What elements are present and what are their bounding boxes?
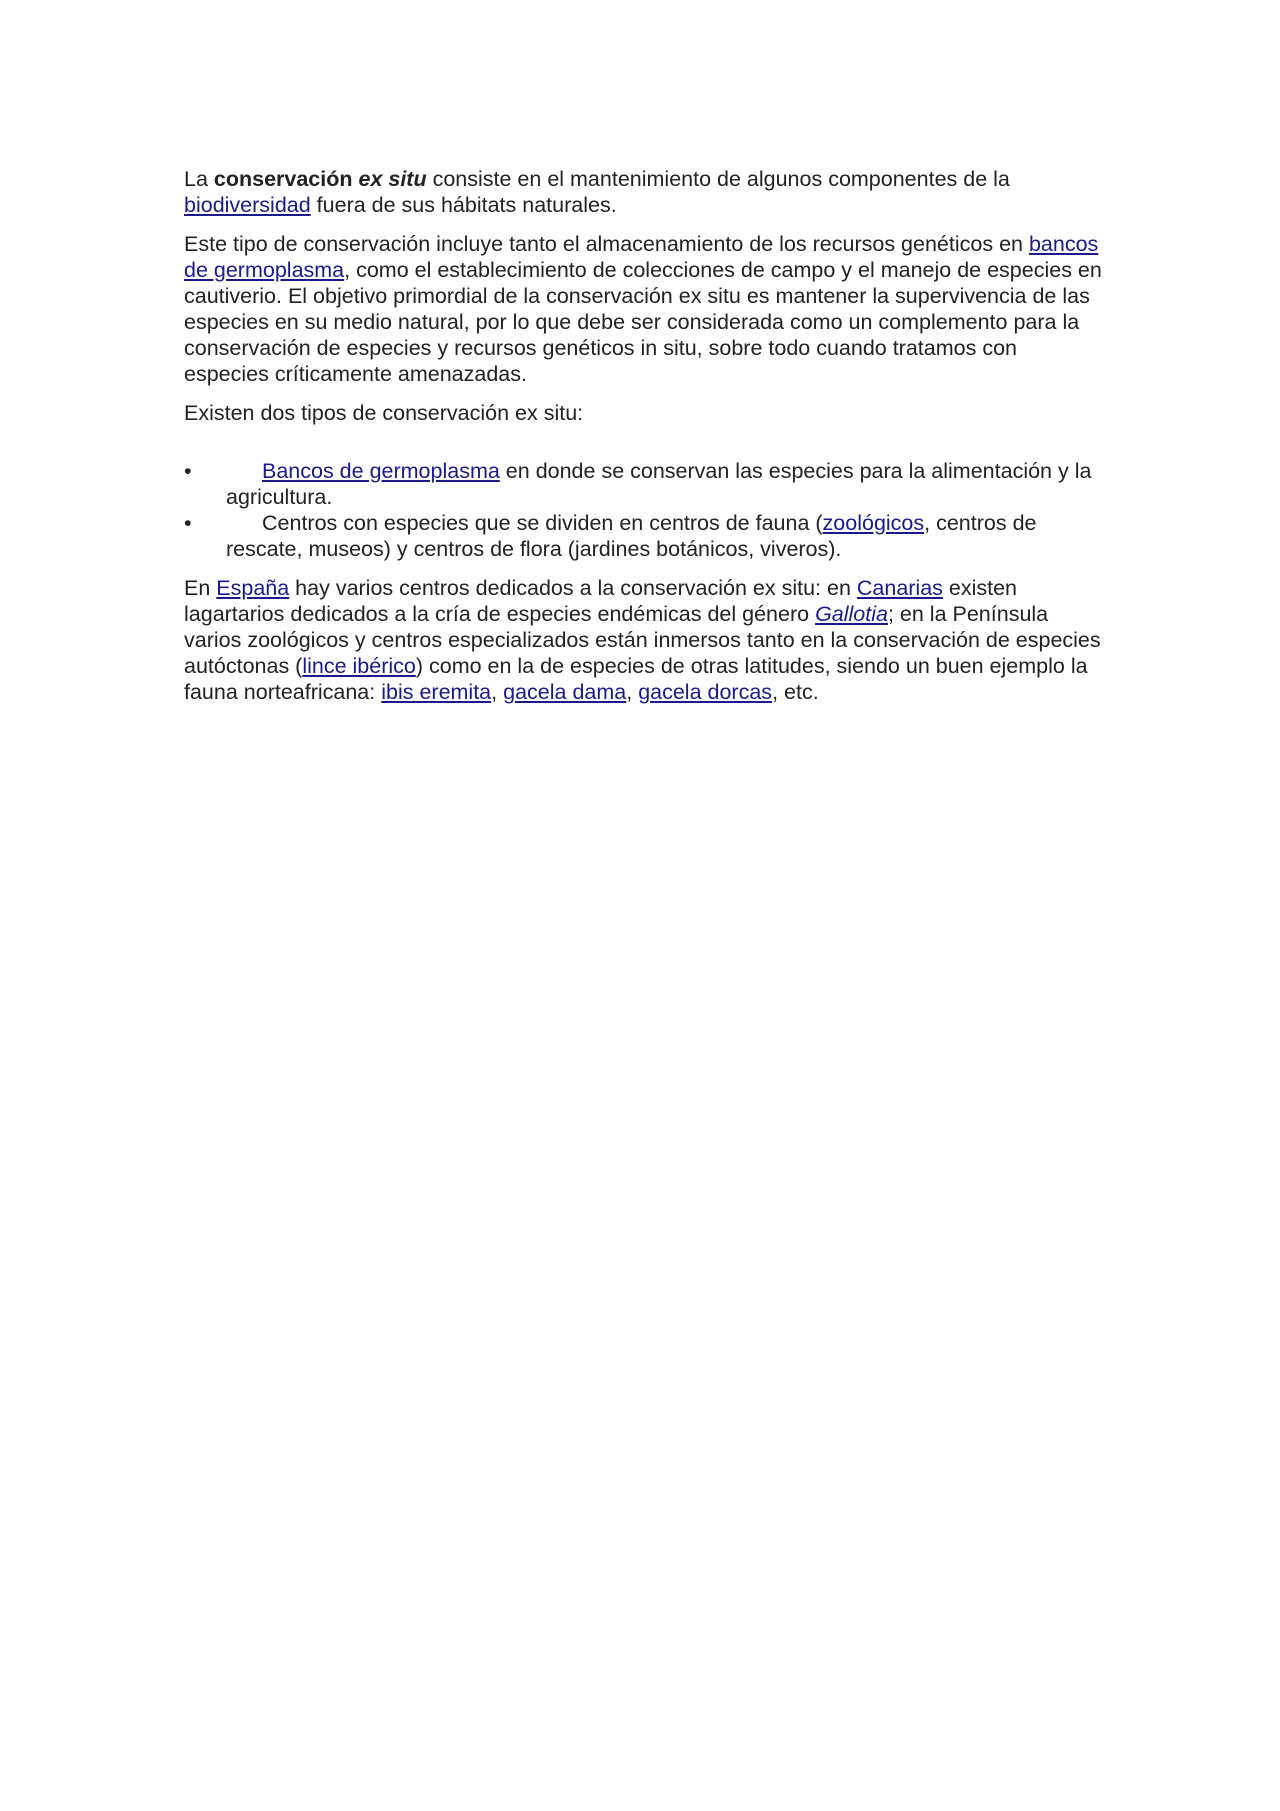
bold-italic-term	[358, 167, 426, 191]
text-run: , etc.	[772, 680, 819, 704]
text-run: Este tipo de conservación incluye tanto el almacenamiento de los recursos genéticos en	[184, 232, 1029, 256]
text-run: ,	[491, 680, 504, 704]
link-gallotia	[815, 602, 888, 626]
text-run: ,	[626, 680, 639, 704]
document-page	[184, 166, 1104, 718]
text-run: consiste en el mantenimiento de algunos componentes de la	[426, 167, 1010, 191]
link-gacela-dorcas[interactable]: gacela dorcas	[638, 680, 773, 704]
bullet-icon: •	[184, 511, 192, 535]
text-run: existen lagartarios dedicados a la cría de especies endémicas del género	[184, 576, 1018, 626]
text-run: hay varios centros dedicados a la conservación ex situ: en	[289, 576, 857, 600]
text-run: En	[184, 576, 217, 600]
text-run: , como el establecimiento de colecciones de campo y el manejo de especies en cautiverio. El objetivo primordial de la conservación ex situ es mantener la supervivencia de las especies en su medio natural, por lo que debe ser considerada como un complemento para la conservación de especies y recursos genéticos in situ, sobre todo cuando tratamos con especies críticamente amenazadas.	[184, 258, 1102, 386]
bullet-icon: •	[184, 459, 192, 483]
bold-italic-term-text: ex situ	[358, 167, 427, 191]
text-run: fuera de sus hábitats naturales.	[310, 193, 617, 217]
text-run: Centros con especies que se dividen en centros de fauna (	[262, 511, 823, 535]
text-run: en donde se conservan las especies para la alimentación y la agricultura.	[226, 459, 1092, 509]
link-bancos-de-germoplasma[interactable]: bancos de germoplasma	[184, 232, 1099, 282]
link-gacela-dama[interactable]: gacela dama	[503, 680, 627, 704]
list-item	[184, 458, 1104, 510]
text-run: ) como en la de especies de otras latitudes, siendo un buen ejemplo la fauna norteafricana:	[184, 654, 1088, 704]
spain-paragraph	[184, 575, 1104, 705]
link-ibis-eremita[interactable]: ibis eremita	[381, 680, 492, 704]
types-intro-paragraph	[184, 400, 1104, 426]
link-zoologicos[interactable]: zoológicos	[822, 511, 925, 535]
types-list	[184, 458, 1104, 562]
link-canarias[interactable]: Canarias	[856, 576, 943, 600]
text-run: Existen dos tipos de conservación ex situ:	[184, 401, 584, 425]
text-run: , centros de rescate, museos) y centros de flora (jardines botánicos, viveros).	[226, 511, 1037, 561]
link-biodiversidad[interactable]: biodiversidad	[184, 193, 311, 217]
link-bancos-germoplasma-item[interactable]: Bancos de germoplasma	[262, 459, 500, 483]
link-gallotia-text[interactable]: Gallotia	[815, 602, 888, 626]
intro-paragraph	[184, 166, 1104, 218]
text-run: La	[184, 167, 214, 191]
link-lince-iberico[interactable]: lince ibérico	[302, 654, 416, 678]
description-paragraph	[184, 231, 1104, 387]
bold-term: conservación	[213, 167, 359, 191]
text-run: ; en la Península varios zoológicos y centros especializados están inmersos tanto en la conservación de especies autóctonas (	[184, 602, 1101, 678]
link-espana[interactable]: España	[216, 576, 290, 600]
list-item	[184, 510, 1104, 562]
